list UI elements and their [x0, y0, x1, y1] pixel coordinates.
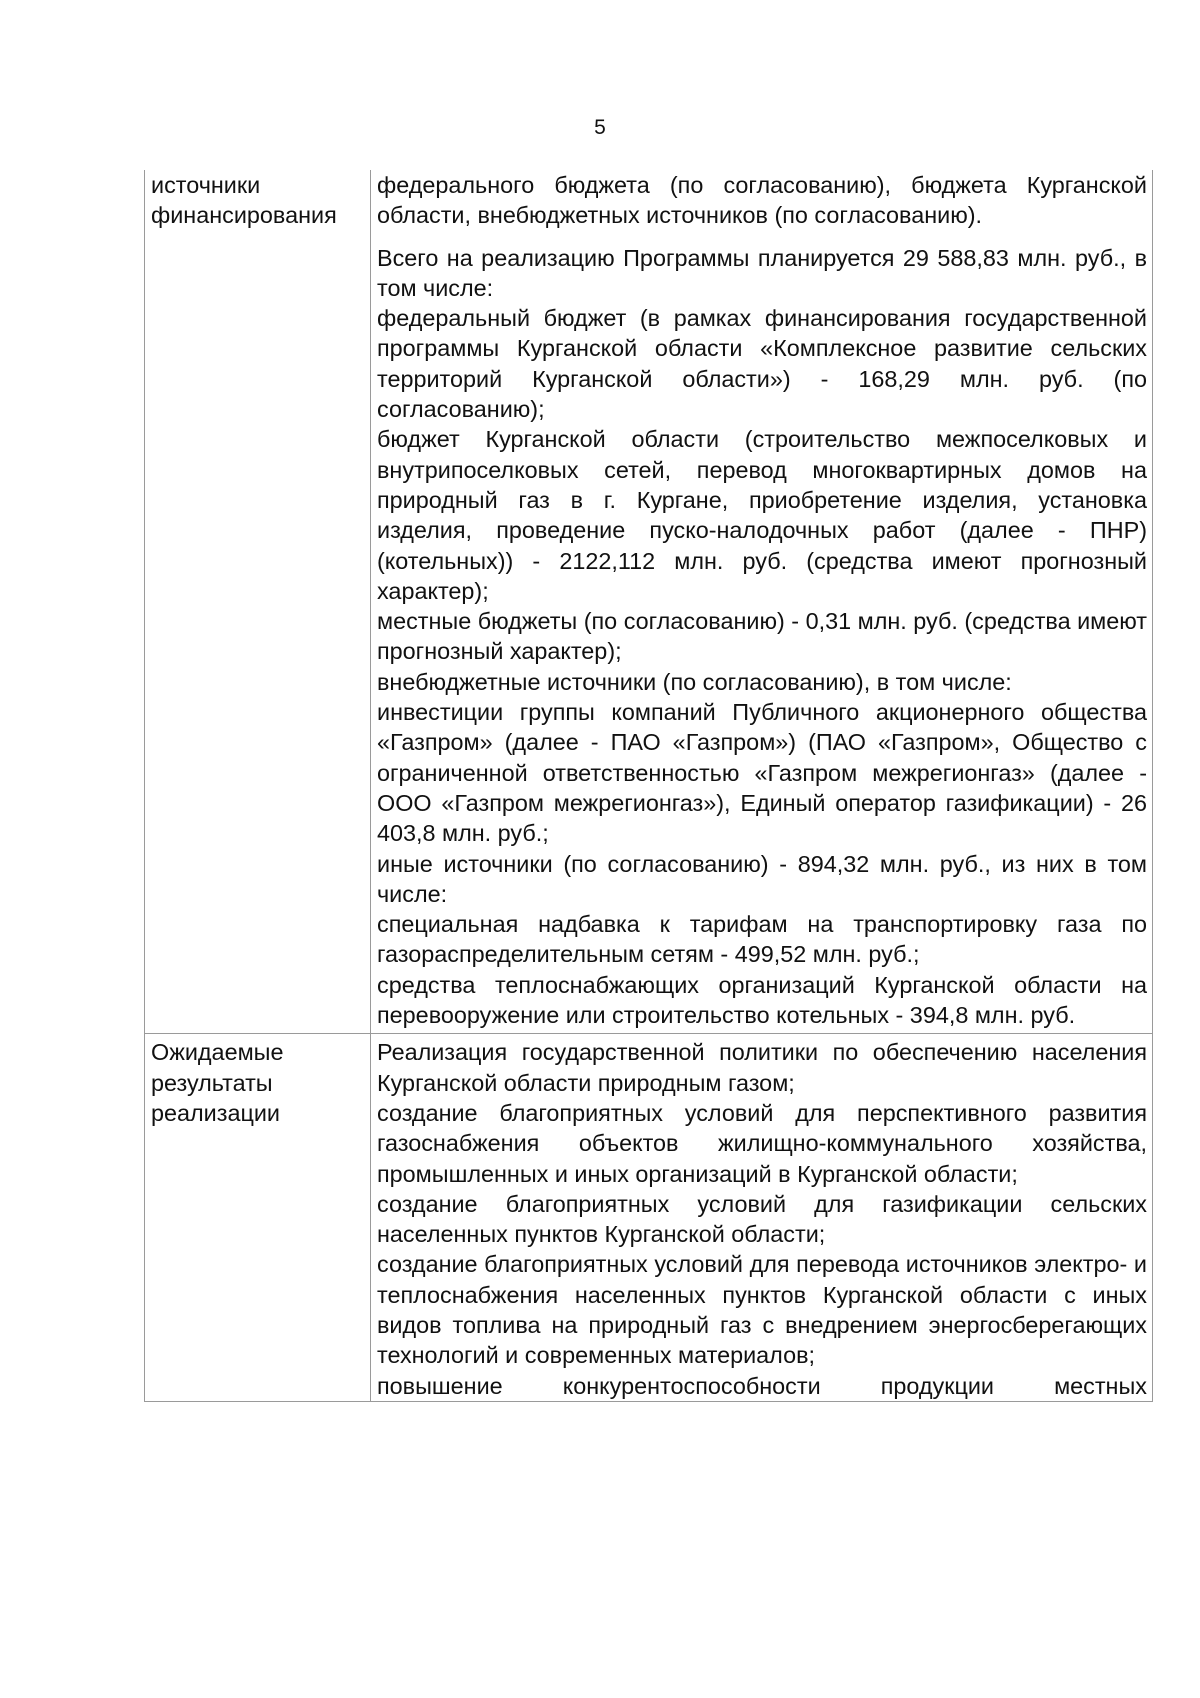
page-number: 5	[594, 116, 606, 139]
financing-paragraph: бюджет Курганской области (строительство межпоселковых и внутрипоселковых сетей, перевод многоквартирных домов на природный газ в г. Кургане, приобретение изделия, установка изделия, проведение пуско-налодочных работ (далее - ПНР) (котельных)) - 2122,112 млн. руб. (средства имеют прогнозный характер);	[377, 426, 1147, 604]
results-paragraph: Реализация государственной политики по обеспечению населения Курганской области природным газом;	[377, 1039, 1147, 1096]
financing-paragraph: внебюджетные источники (по согласованию), в том числе:	[377, 668, 1012, 695]
results-paragraph: создание благоприятных условий для газификации сельских населенных пунктов Курганской области;	[377, 1190, 1147, 1248]
financing-paragraph: инвестиции группы компаний Публичного акционерного общества «Газпром» (далее - ПАО «Газпром») (ПАО «Газпром», Общество с ограниченной ответственностью «Газпром межрегионгаз» (далее - ООО «Газпром межрегионгаз»), Единый оператор газификации) - 26 403,8 млн. руб.;	[377, 699, 1147, 847]
table-row-expected-results	[145, 1034, 1153, 1402]
financing-paragraph: Всего на реализацию Программы планируется 29 588,83 млн. руб., в том числе:	[377, 244, 1147, 301]
results-paragraph: создание благоприятных условий для перевода источников электро- и теплоснабжения населенных пунктов Курганской области с иных видов топлива на природный газ с внедрением энергосберегающих технологий и современных материалов;	[377, 1251, 1147, 1369]
financing-paragraph: федеральный бюджет (в рамках финансирования государственной программы Курганской области «Комплексное развитие сельских территорий Курганской области») - 168,29 млн. руб. (по согласованию);	[377, 305, 1147, 423]
financing-paragraph: иные источники (по согласованию) - 894,32 млн. руб., из них в том числе:	[377, 850, 1147, 907]
table-row-financing-sources	[145, 170, 1153, 1034]
financing-paragraph: местные бюджеты (по согласованию) - 0,31 млн. руб. (средства имеют прогнозный характер);	[377, 608, 1147, 665]
row-label-expected-results: Ожидаемые результаты реализации	[145, 1034, 371, 1402]
financing-paragraph: специальная надбавка к тарифам на транспортировку газа по газораспределительным сетям - 499,52 млн. руб.;	[377, 911, 1147, 968]
results-paragraph: повышение конкурентоспособности продукции местных	[377, 1372, 1147, 1399]
financing-paragraph: средства теплоснабжающих организаций Курганской области на перевооружение или строительство котельных - 394,8 млн. руб.	[377, 971, 1147, 1029]
row-value-expected-results	[371, 1034, 1153, 1402]
financing-paragraph: федерального бюджета (по согласованию), бюджета Курганской области, внебюджетных источников (по согласованию).	[377, 172, 1147, 229]
results-paragraph: создание благоприятных условий для перспективного развития газоснабжения объектов жилищно-коммунального хозяйства, промышленных и иных организаций в Курганской области;	[377, 1099, 1147, 1187]
row-label-financing-sources: источники финансирования	[145, 170, 371, 1034]
passport-table	[144, 170, 1153, 1402]
row-value-financing-sources	[371, 170, 1153, 1034]
